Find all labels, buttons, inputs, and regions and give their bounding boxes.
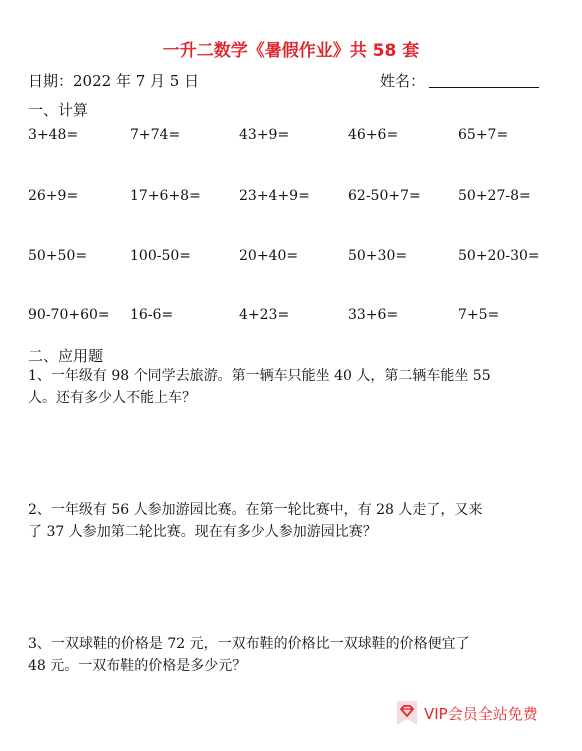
calc-item: 50+30= [348, 248, 408, 264]
calc-item: 33+6= [348, 307, 399, 323]
date-text: 日期：2022 年 7 月 5 日 [28, 72, 200, 90]
vip-watermark [394, 700, 566, 726]
calc-row-1 [28, 127, 568, 147]
word-problem-3 [28, 633, 560, 677]
word-problem-1 [28, 365, 560, 409]
word-problem-2 [28, 499, 560, 543]
calc-item: 7+5= [458, 307, 500, 323]
name-label: 姓名： [380, 72, 426, 90]
page-title: 一升二数学《暑假作业》共 58 套 [162, 41, 420, 61]
watermark-text: VIP会员全站免费 [424, 705, 538, 723]
calc-item: 3+48= [28, 127, 79, 143]
calc-item: 4+23= [239, 307, 290, 323]
calc-item: 50+50= [28, 248, 88, 264]
section-calc-heading: 一、计算 [28, 101, 89, 119]
section-word-problems-heading: 二、应用题 [28, 347, 104, 365]
calc-row-3 [28, 248, 568, 268]
problem-line: 2、一年级有 56 人参加游园比赛。在第一轮比赛中，有 28 人走了，又来 [28, 502, 483, 518]
problem-line: 3、一双球鞋的价格是 72 元，一双布鞋的价格比一双球鞋的价格便宜了 [28, 636, 470, 652]
calc-item: 26+9= [28, 188, 79, 204]
calc-item: 50+27-8= [458, 188, 531, 204]
calc-item: 46+6= [348, 127, 399, 143]
calc-row-2 [28, 188, 568, 208]
diamond-badge-icon [394, 700, 420, 726]
name-field [380, 70, 539, 91]
calc-item: 23+4+9= [239, 188, 310, 204]
calc-item: 62-50+7= [348, 188, 421, 204]
problem-line: 1、一年级有 98 个同学去旅游。第一辆车只能坐 40 人，第二辆车能坐 55 [28, 368, 491, 384]
calc-item: 20+40= [239, 248, 299, 264]
problem-line: 人。还有多少人不能上车？ [28, 390, 196, 406]
calc-item: 65+7= [458, 127, 509, 143]
calc-item: 50+20-30= [458, 248, 540, 264]
problem-line: 了 37 人参加第二轮比赛。现在有多少人参加游园比赛？ [28, 524, 377, 540]
calc-item: 100-50= [130, 248, 191, 264]
calc-item: 7+74= [130, 127, 181, 143]
problem-line: 48 元。一双布鞋的价格是多少元？ [28, 658, 247, 674]
calc-item: 43+9= [239, 127, 290, 143]
calc-item: 17+6+8= [130, 188, 201, 204]
calc-row-4 [28, 307, 568, 327]
name-underline [429, 73, 539, 88]
calc-item: 16-6= [130, 307, 174, 323]
calc-item: 90-70+60= [28, 307, 110, 323]
